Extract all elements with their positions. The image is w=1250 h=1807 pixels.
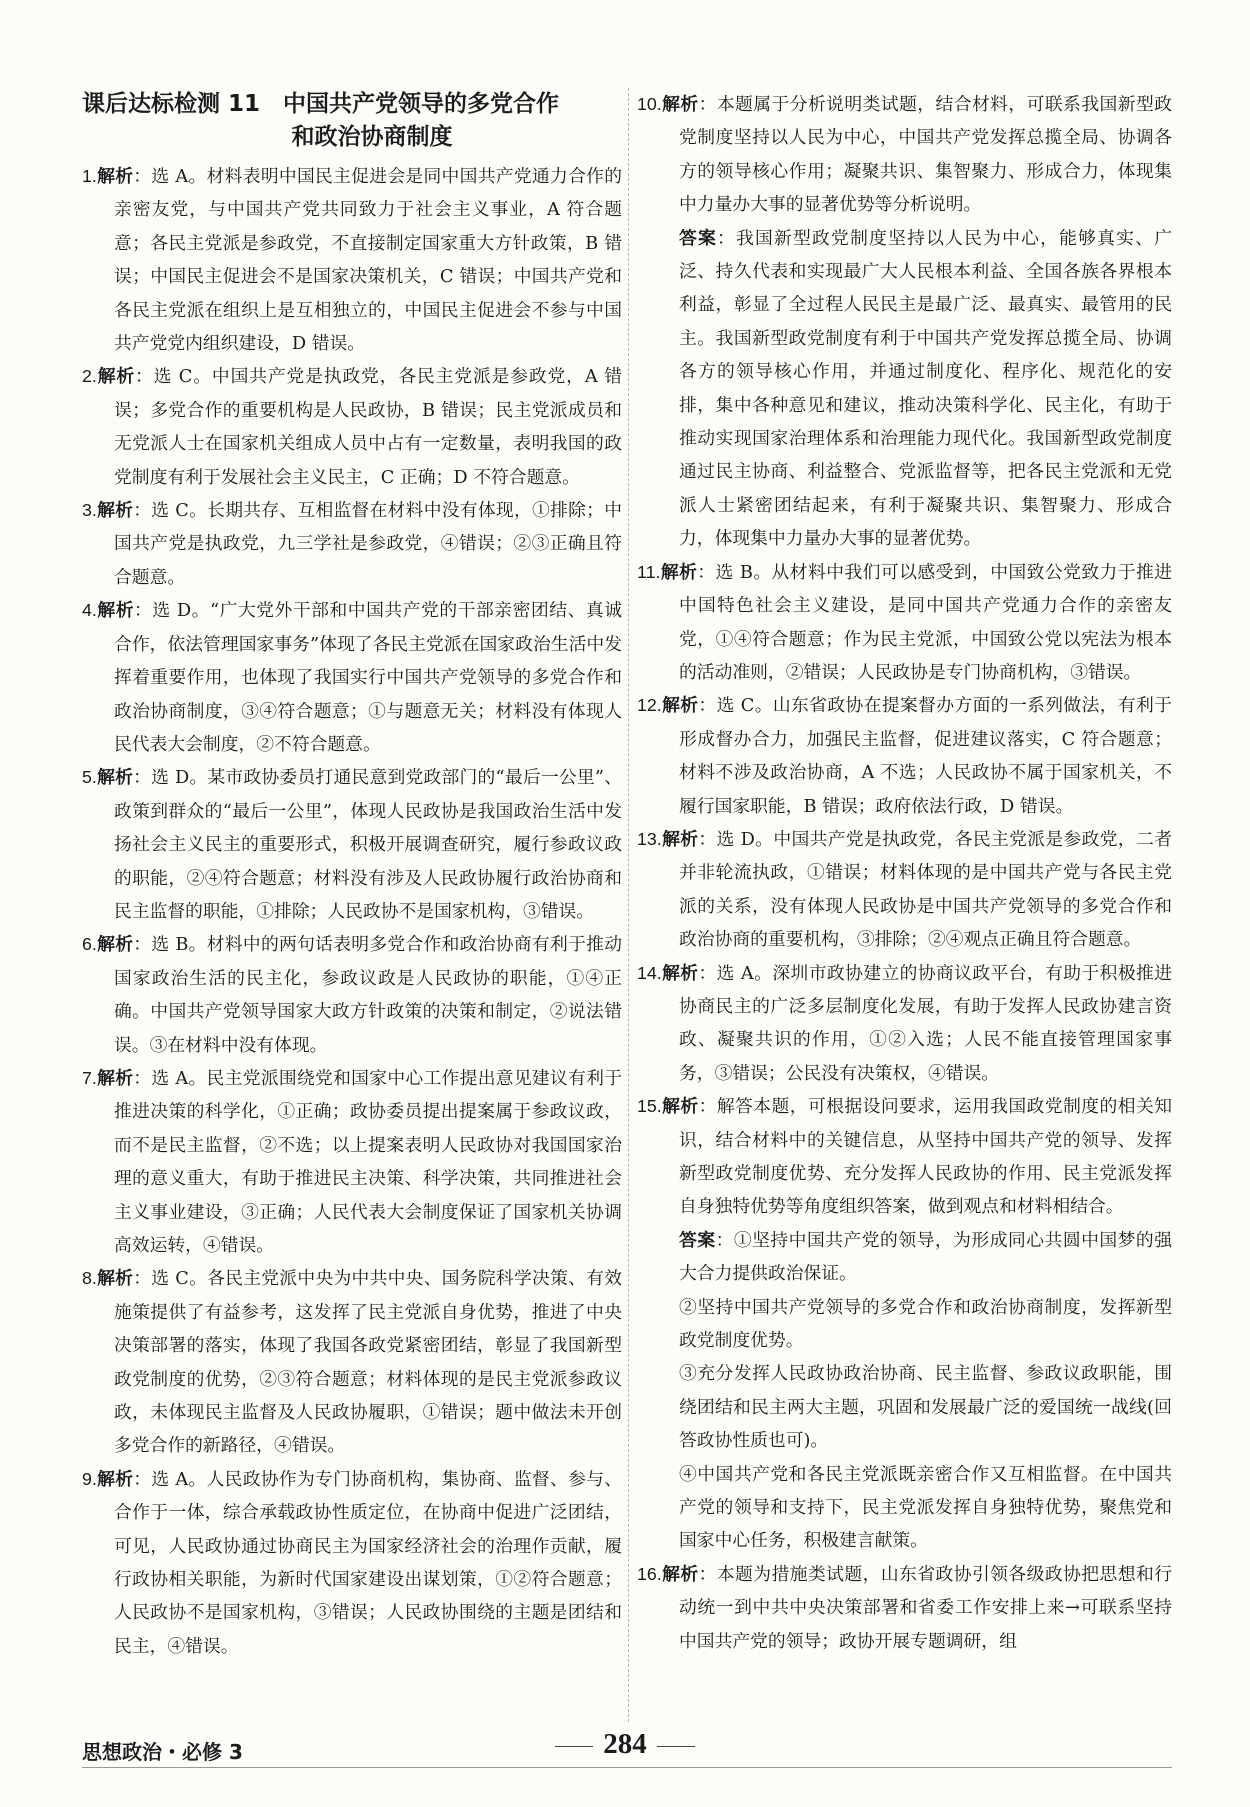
answer-item [82,160,622,360]
answer-item [637,1090,1172,1558]
analysis-label: 解析 [96,934,134,956]
footer-rule [82,1767,1172,1768]
item-text: ：选 C。山东省政协在提案督办方面的一系列做法，有利于形成督办合力，加强民主监督，促进建议落实，C 符合题意；材料不涉及政治协商，A 不选；人民政协不属于国家机关，不履行国家职能，B 错误；政府依法行政，D 错误。 [679,695,1172,817]
item-text: ：本题为措施类试题，山东省政协引领各级政协把思想和行动统一到中共中央决策部署和省委工作安排上来→可联系坚持中国共产党的领导；政协开展专题调研，组 [679,1563,1172,1652]
answer-item [637,957,1172,1091]
analysis-label: 解析 [661,1096,699,1118]
page-number [0,1728,1250,1761]
answer-point: ④中国共产党和各民主党派既亲密合作又互相监督。在中国共产党的领导和支持下，民主党派发挥自身独特优势，聚焦党和国家中心任务，积极建言献策。 [679,1463,1172,1552]
page-title [82,88,622,154]
answer-item [82,1262,622,1462]
item-number: 3. [82,500,97,521]
right-column [637,88,1172,1658]
answer-item [82,494,622,594]
analysis-label: 解析 [96,600,135,622]
analysis-label: 解析 [661,1563,699,1585]
answer-item [637,689,1172,823]
item-text: ：选 C。长期共存、互相监督在材料中没有体现，①排除；中国共产党是执政党，九三学社是参政党，④错误；②③正确且符合题意。 [114,500,622,588]
answer-item [82,761,622,928]
item-number: 9. [82,1468,97,1489]
item-number: 8. [82,1268,97,1289]
item-text: ：选 D。某市政协委员打通民意到党政部门的“最后一公里”、政策到群众的“最后一公里”，体现人民政协是我国政治生活中发扬社会主义民主的重要形式，积极开展调查研究，履行参政议政的职能，②④符合题意；材料没有涉及人民政协履行政治协商和民主监督的职能，①排除；人民政协不是国家机构，③错误。 [114,767,622,922]
page-number-text: 284 [603,1728,647,1760]
answer-text: ：①坚持中国共产党的领导，为形成同心共圆中国梦的强大合力提供政治保证。 [679,1229,1172,1285]
item-text: ：选 B。材料中的两句话表明多党合作和政治协商有利于推动国家政治生活的民主化，参政议政是人民政协的职能，①④正确。中国共产党领导国家大政方针政策的决策和制定，②说法错误。③在材料中没有体现。 [114,934,622,1056]
answer-label: 答案 [679,1229,716,1251]
item-number: 4. [82,600,97,621]
item-text: ：选 C。各民主党派中央为中共中央、国务院科学决策、有效施策提供了有益参考，这发挥了民主党派自身优势，推进了中央决策部署的落实，体现了我国各政党紧密团结，彰显了我国新型政党制度的优势，②③符合题意；材料体现的是民主党派参政议政，未体现民主监督及人民政协履职，①错误；题中做法未开创多党合作的新路径，④错误。 [114,1268,622,1457]
item-number: 16. [637,1563,662,1584]
item-text: ：选 C。中国共产党是执政党，各民主党派是参政党，A 错误；多党合作的重要机构是人民政协，B 错误；民主党派成员和无党派人士在国家机关组成人员中占有一定数量，表明我国的政党制度有利于发展社会主义民主，C 正确；D 不符合题意。 [114,366,622,488]
analysis-label: 解析 [661,695,699,717]
answer-item [637,556,1172,690]
analysis-label: 解析 [96,1468,134,1490]
item-text: ：选 D。“广大党外干部和中国共产党的干部亲密团结、真诚合作，依法管理国家事务”体现了各民主党派在国家政治生活中发挥着重要作用，也体现了我国实行中国共产党领导的多党合作和政治协商制度，③④符合题意；①与题意无关；材料没有体现人民代表大会制度，②不符合题意。 [114,600,622,755]
analysis-label: 解析 [661,962,699,984]
title-line1: 课后达标检测 11 中国共产党领导的多党合作 [82,91,560,117]
item-number: 15. [637,1096,662,1117]
analysis-label: 解析 [96,1268,134,1290]
item-text: ：选 A。深圳市政协建立的协商议政平台，有助于积极推进协商民主的广泛多层制度化发展，有助于发挥人民政协建言资政、凝聚共识的作用，①②入选；人民不能直接管理国家事务，③错误；公民没有决策权，④错误。 [679,962,1172,1084]
item-number: 13. [637,828,662,849]
answer-item [82,1062,622,1262]
item-text: ：解答本题，可根据设问要求，运用我国政党制度的相关知识，结合材料中的关键信息，从坚持中国共产党的领导、发挥新型政党制度优势、充分发挥人民政协的作用、民主党派发挥自身独特优势等角度组织答案，做到观点和材料相结合。 [679,1096,1172,1218]
item-text: ：选 A。人民政协作为专门协商机构，集协商、监督、参与、合作于一体，综合承载政协性质定位，在协商中促进广泛团结，可见，人民政协通过协商民主为国家经济社会的治理作贡献，履行政协相关职能，为新时代国家建设出谋划策，①②符合题意；人民政协不是国家机构，③错误；人民政协围绕的主题是团结和民主，④错误。 [114,1468,622,1657]
answer-item [82,928,622,1062]
item-number: 7. [82,1067,97,1088]
analysis-label: 解析 [96,767,134,789]
analysis-label: 解析 [96,166,134,187]
analysis-label: 解析 [96,500,134,522]
analysis-label: 解析 [661,94,699,115]
answer-item [637,88,1172,556]
item-text: ：选 A。材料表明中国民主促进会是同中国共产党通力合作的亲密友党，与中国共产党共同致力于社会主义事业，A 符合题意；各民主党派是参政党，不直接制定国家重大方针政策，B 错误；中国民主促进会不是国家决策机关，C 错误；中国共产党和各民主党派在组织上是互相独立的，中国民主促进会不参与中国共产党党内组织建设，D 错误。 [114,166,622,355]
answer-point: ②坚持中国共产党领导的多党合作和政治协商制度，发挥新型政党制度优势。 [679,1296,1172,1352]
answer-point: ③充分发挥人民政协政治协商、民主监督、参政议政职能，围绕团结和民主两大主题，巩固和发展最广泛的爱国统一战线(回答政协性质也可)。 [679,1363,1173,1452]
left-column [82,88,622,1663]
answer-label: 答案 [679,227,718,249]
answer-item [82,1463,622,1663]
item-number: 11. [637,561,661,582]
analysis-label: 解析 [660,561,698,583]
item-number: 14. [637,962,662,983]
analysis-label: 解析 [96,366,135,388]
item-number: 6. [82,934,97,955]
footer-subject: 思想政治・必修 3 [82,1740,243,1764]
analysis-label: 解析 [96,1067,134,1089]
item-number: 12. [637,695,662,716]
answer-item [637,1558,1172,1658]
item-text: ：选 B。从材料中我们可以感受到，中国致公党致力于推进中国特色社会主义建设，是同中国共产党通力合作的亲密友党，①④符合题意；作为民主党派，中国致公党以宪法为根本的活动准则，②错误；人民政协是专门协商机构，③错误。 [679,561,1172,683]
answer-text: ：我国新型政党制度坚持以人民为中心，能够真实、广泛、持久代表和实现最广大人民根本利益、全国各族各界根本利益，彰显了全过程人民民主是最广泛、最真实、最管用的民主。我国新型政党制度有利于中国共产党发挥总揽全局、协调各方的领导核心作用，并通过制度化、程序化、规范化的安排，集中各种意见和建议，推动决策科学化、民主化，有助于推动实现国家治理体系和治理能力现代化。我国新型政党制度通过民主协商、利益整合、党派监督等，把各民主党派和无党派人士紧密团结起来，有利于凝聚共识、集智聚力、形成合力，体现集中力量办大事的显著优势。 [679,227,1172,550]
analysis-label: 解析 [661,828,699,850]
answer-item [82,594,622,761]
item-number: 10. [637,94,662,114]
item-text: ：选 D。中国共产党是执政党，各民主党派是参政党，二者并非轮流执政，①错误；材料体现的是中国共产党与各民主党派的关系，没有体现人民政协是中国共产党领导的多党合作和政治协商的重要机构，③排除；②④观点正确且符合题意。 [679,828,1172,951]
item-text: ：选 A。民主党派围绕党和国家中心工作提出意见建议有利于推进决策的科学化，①正确；政协委员提出提案属于参政议政，而不是民主监督，②不选；以上提案表明人民政协对我国国家治理的意义重大，有助于推进民主决策、科学决策，共同推进社会主义事业建设，③正确；人民代表大会制度保证了国家机关协调高效运转，④错误。 [114,1067,622,1256]
item-number: 1. [82,166,97,186]
item-number: 2. [82,366,97,387]
column-divider [628,88,629,1722]
item-number: 5. [82,767,97,788]
title-line2: 和政治协商制度 [291,124,453,150]
item-text: ：本题属于分析说明类试题，结合材料，可联系我国新型政党制度坚持以人民为中心，中国共产党发挥总揽全局、协调各方的领导核心作用；凝聚共识、集智聚力、形成合力，体现集中力量办大事的显著优势等分析说明。 [679,94,1172,216]
answer-item [82,360,622,494]
answer-item [637,823,1172,957]
